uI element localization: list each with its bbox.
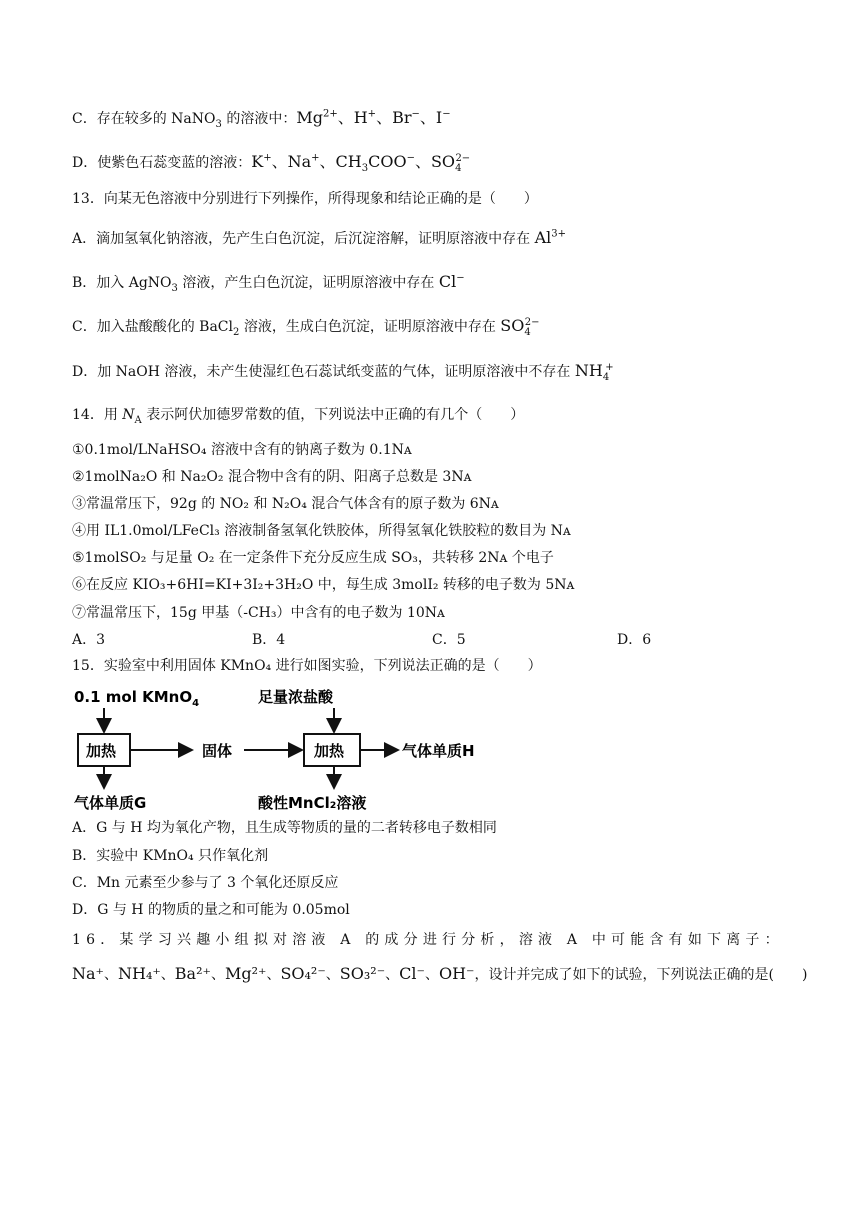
q14-stem: 14．用 $N_A$ 表示阿伏加德罗常数的值，下列说法中正确的有几个（ ） [72, 407, 525, 426]
gas-g-label: 气体单质G [74, 794, 147, 812]
q13-stem: 13．向某无色溶液中分别进行下列操作，所得现象和结论正确的是（ ） [72, 191, 538, 207]
ion-so4: SO₄²⁻ [280, 964, 326, 983]
q14-item-7: ⑦常温常压下，15g 甲基（-CH₃）中含有的电子数为 10Nᴀ [72, 605, 445, 621]
q14-option-a: A．3 [72, 632, 106, 648]
ion-cl: Cl⁻ [399, 964, 425, 983]
solid-label: 固体 [202, 742, 233, 760]
ion-na: Na⁺ [72, 964, 104, 983]
q12-option-d: D．使紫色石蕊变蓝的溶液：K+、Na+、$CH_3COO^-$、$SO_4^{2-}$ [72, 152, 471, 175]
q12-option-c: C．存在较多的 NaNO$_3$ 的溶液中：$Mg^{2+}$、H+、Br−、I− [72, 108, 451, 130]
q14-options [72, 630, 792, 650]
q15-stem: 15．实验室中利用固体 KMnO₄ 进行如图实验，下列说法正确的是（ ） [72, 658, 542, 674]
q14-item-2: ②1molNa₂O 和 Na₂O₂ 混合物中含有的阴、阳离子总数是 3Nᴀ [72, 469, 472, 485]
heat-box-1-label: 加热 [86, 742, 117, 760]
q13-option-b: B．加入 AgNO$_3$ 溶液，产生白色沉淀，证明原溶液中存在 Cl− [72, 272, 465, 294]
q15-option-a: A．G 与 H 均为氧化产物，且生成等物质的量的二者转移电子数相同 [72, 820, 497, 836]
ion-oh: OH⁻ [438, 964, 475, 983]
heat-box-2-label: 加热 [314, 742, 345, 760]
q13-option-d: D．加 NaOH 溶液，未产生使湿红色石蕊试纸变蓝的气体，证明原溶液中不存在 $NH_4^+$ [72, 361, 614, 384]
solution-label: 酸性MnCl₂溶液 [258, 794, 367, 812]
q14-item-5: ⑤1molSO₂ 与足量 O₂ 在一定条件下充分反应生成 SO₃，共转移 2Nᴀ 个电子 [72, 550, 554, 566]
q15-flow-diagram [72, 682, 502, 812]
q14-item-6: ⑥在反应 KIO₃+6HI=KI+3I₂+3H₂O 中，每生成 3molI₂ 转移的电子数为 5Nᴀ [72, 577, 575, 593]
q16-stem-line1: 16．某学习兴趣小组拟对溶液 A 的成分进行分析，溶液 A 中可能含有如下离子： [72, 932, 784, 948]
q14-option-b: B．4 [252, 632, 286, 648]
q14-item-3: ③常温常压下，92g 的 NO₂ 和 N₂O₄ 混合气体含有的原子数为 6Nᴀ [72, 496, 499, 512]
q15-option-d: D．G 与 H 的物质的量之和可能为 0.05mol [72, 902, 350, 918]
q12-c-prefix: C．存在较多的 NaNO [72, 111, 216, 127]
q14-option-c: C．5 [432, 632, 466, 648]
q14-option-d: D．6 [617, 632, 652, 648]
q14-item-4: ④用 IL1.0mol/LFeCl₃ 溶液制备氢氧化铁胶体，所得氢氧化铁胶粒的数目为 Nᴀ [72, 523, 571, 539]
q15-option-c: C．Mn 元素至少参与了 3 个氧化还原反应 [72, 875, 339, 891]
q16-stem-line2: Na⁺、NH₄⁺、Ba²⁺、Mg²⁺、SO₄²⁻、SO₃²⁻、Cl⁻、OH⁻，设计并完成了如下的试验，下列说法正确的是( ) [72, 964, 808, 983]
q13-option-a: A．滴加氢氧化钠溶液，先产生白色沉淀，后沉淀溶解，证明原溶液中存在 $Al^{3+}$ [72, 228, 566, 247]
reagent-hcl: 足量浓盐酸 [258, 688, 334, 706]
gas-h-label: 气体单质H [402, 742, 475, 760]
ion-nh4: NH₄⁺ [117, 964, 161, 983]
q15-option-b: B．实验中 KMnO₄ 只作氧化剂 [72, 848, 269, 864]
ion-so3: SO₃²⁻ [339, 964, 386, 983]
ion-ba: Ba²⁺ [174, 964, 211, 983]
q13-option-c: C．加入盐酸酸化的 BaCl$_2$ 溶液，生成白色沉淀，证明原溶液中存在 $SO_4^{2-}$ [72, 316, 540, 339]
ion-mg: Mg²⁺ [224, 964, 267, 983]
reagent-kmno4: 0.1 mol KMnO$_4$ [74, 688, 200, 709]
q14-item-1: ①0.1mol/LNaHSO₄ 溶液中含有的钠离子数为 0.1Nᴀ [72, 442, 412, 458]
